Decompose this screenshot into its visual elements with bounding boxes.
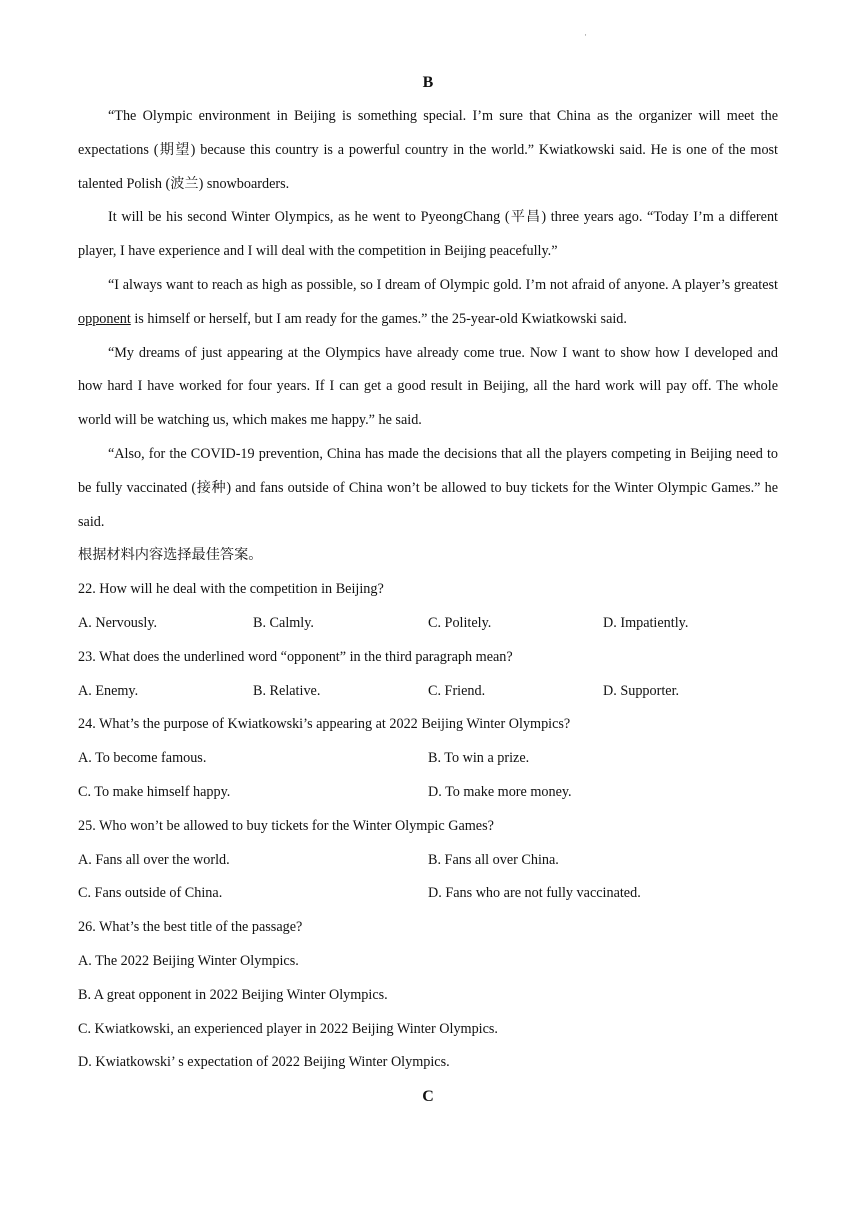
option-d: D. Supporter. <box>603 682 680 699</box>
paragraph-1: “The Olympic environment in Beijing is something special. I’m sure that China as the organizer will meet the expectations (期望) because this country is a powerful country in the world.” Kwiatkowski said. He is one of the most talented Polish (波兰) snowboarders. <box>78 108 778 192</box>
paragraph-3 <box>78 269 778 337</box>
option-b: B. To win a prize. <box>428 750 530 767</box>
question-24-stem: 24. What’s the purpose of Kwiatkowski’s appearing at 2022 Beijing Winter Olympics? <box>78 716 571 733</box>
option-d: D. Impatiently. <box>603 614 689 631</box>
option-a: A. Nervously. <box>78 614 158 631</box>
underlined-word-opponent: opponent <box>78 310 131 327</box>
option-c: C. To make himself happy. <box>78 783 231 800</box>
instruction: 根据材料内容选择最佳答案。 <box>78 547 263 564</box>
option-d: D. Kwiatkowski’ s expectation of 2022 Beijing Winter Olympics. <box>78 1054 450 1071</box>
option-c: C. Kwiatkowski, an experienced player in 2022 Beijing Winter Olympics. <box>78 1020 498 1037</box>
paragraph-3-part-1: “I always want to reach as high as possible, so I dream of Olympic gold. I’m not afraid of anyone. A player’s greatest <box>108 276 778 293</box>
question-23-options <box>78 675 778 709</box>
paragraph-3-part-2: is himself or herself, but I am ready for the games.” the 25-year-old Kwiatkowski said. <box>130 310 627 327</box>
option-b: B. Fans all over China. <box>428 851 559 868</box>
option-a: A. The 2022 Beijing Winter Olympics. <box>78 952 299 969</box>
option-b: B. Calmly. <box>253 614 314 631</box>
option-c: C. Friend. <box>428 682 486 699</box>
question-26-stem: 26. What’s the best title of the passage? <box>78 919 303 936</box>
section-b-heading: B <box>422 74 434 91</box>
paragraph-5: “Also, for the COVID-19 prevention, China has made the decisions that all the players competing in Beijing need to be fully vaccinated (接种) and fans outside of China won’t be allowed to buy tickets for the Winter Olympic Games.” he said. <box>78 445 778 530</box>
question-22-stem: 22. How will he deal with the competition in Beijing? <box>78 581 384 598</box>
question-25-options-row-2 <box>78 877 778 911</box>
option-d: D. Fans who are not fully vaccinated. <box>428 885 641 902</box>
option-c: C. Fans outside of China. <box>78 885 223 902</box>
option-a: A. To become famous. <box>78 750 207 767</box>
option-b: B. A great opponent in 2022 Beijing Winter Olympics. <box>78 986 388 1003</box>
question-25-stem: 25. Who won’t be allowed to buy tickets for the Winter Olympic Games? <box>78 817 494 834</box>
question-23-stem: 23. What does the underlined word “opponent” in the third paragraph mean? <box>78 648 513 665</box>
option-a: A. Fans all over the world. <box>78 851 230 868</box>
question-22-options <box>78 607 778 641</box>
section-c-heading: C <box>422 1088 434 1106</box>
stray-dot: · <box>584 30 587 40</box>
question-24-options-row-2 <box>78 776 778 810</box>
option-c: C. Politely. <box>428 614 492 631</box>
paragraph-2: It will be his second Winter Olympics, as he went to PyeongChang (平昌) three years ago. “Today I’m a different player, I have experience and I will deal with the competition in Beijing peacefully.” <box>78 209 778 260</box>
option-a: A. Enemy. <box>78 682 139 699</box>
question-25-options-row-1 <box>78 844 778 878</box>
option-b: B. Relative. <box>253 682 321 699</box>
document-page <box>78 66 778 1114</box>
question-24-options-row-1 <box>78 742 778 776</box>
paragraph-4: “My dreams of just appearing at the Olympics have already come true. Now I want to show how I developed and how hard I have worked for four years. If I can get a good result in Beijing, all the hard work will pay off. The whole world will be watching us, which makes me happy.” he said. <box>78 344 778 429</box>
option-d: D. To make more money. <box>428 783 572 800</box>
